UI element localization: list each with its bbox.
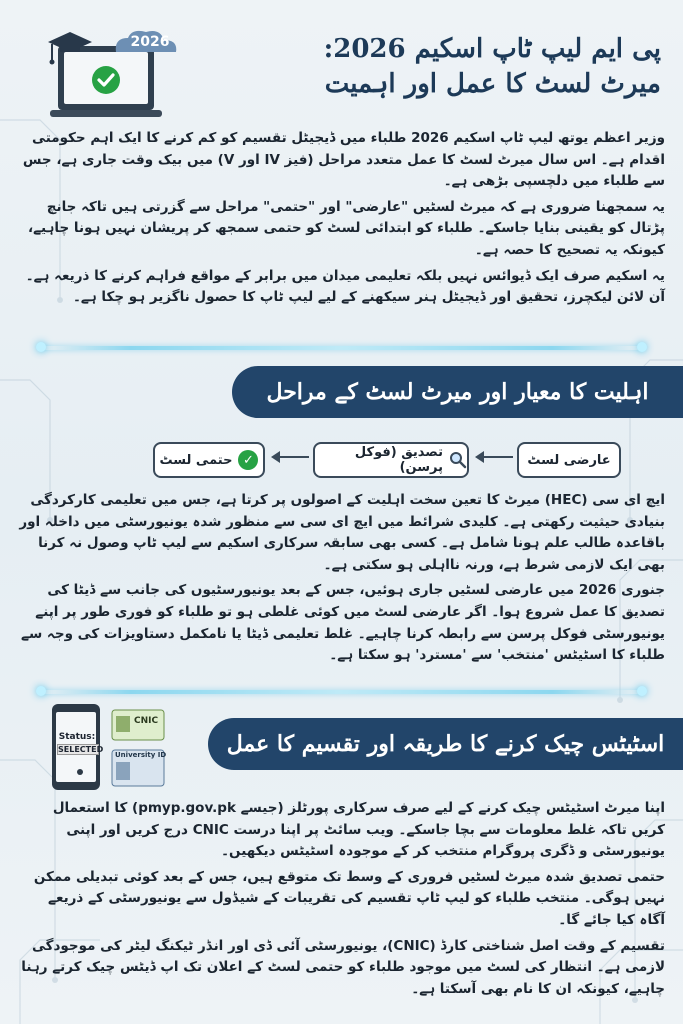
university-id-card-label: University ID [115, 751, 167, 759]
magnifier-icon [449, 451, 467, 469]
flow-step-verification-label: تصدیق (فوکل پرسن) [354, 445, 443, 475]
intro-paragraph-2: یہ سمجھنا ضروری ہے کہ میرٹ لسٹیں "عارضی" اور "حتمی" مراحل سے گزرتی ہیں تاکہ جانچ پڑتال کو یقینی بنایا جاسکے۔ طلباء کو ابتدائی لسٹ کو حتمی سمجھ کر پریشان نہیں ہونا چاہیے، کیونکہ یہ تصحیح کا حصہ ہے۔ [27, 198, 665, 258]
section-2-heading: اسٹیٹس چیک کرنے کا طریقہ اور تقسیم کا عمل [208, 718, 683, 770]
section-2-text [18, 798, 665, 1004]
page-title [191, 32, 661, 102]
intro-paragraph-3: یہ اسکیم صرف ایک ڈیوائس نہیں بلکہ تعلیمی میدان میں برابر کے مواقع فراہم کرنے کا ذریعہ ہے۔ آن لائن لیکچرز، تحقیق اور ڈیجیٹل ہنر سیکھنے کے لیے لیپ ٹاپ کا حصول ناگزیر ہو چکا ہے۔ [25, 267, 665, 306]
cnic-card-label: CNIC [134, 716, 159, 726]
section-2-paragraph-3: تقسیم کے وقت اصل شناختی کارڈ (CNIC)، یونیورسٹی آئی ڈی اور انڈر ٹیکنگ لیٹر کی موجودگی لازمی ہے۔ انتظار کی لسٹ میں موجود طلباء کو حتمی لسٹ کے اعلان تک اپ ڈیٹس چیک کرتے رہنا چاہیے، کیونکہ ان کا نام بھی آسکتا ہے۔ [21, 937, 665, 997]
title-line-2: میرٹ لسٹ کا عمل اور اہمیت [324, 69, 661, 100]
header [16, 20, 667, 120]
intro-paragraph-1: وزیر اعظم یوتھ لیپ ٹاپ اسکیم 2026 طلباء میں ڈیجیٹل تقسیم کو کم کرنے کا ایک اہم حکومتی اقدام ہے۔ اس سال میرٹ لسٹ کا عمل متعدد مراحل (فیز IV اور V) میں بیک وقت جاری ہے، جس سے طلباء میں دلچسپی بڑھی ہے۔ [22, 130, 665, 190]
year-badge: 2026 [130, 34, 170, 50]
divider-1 [40, 346, 643, 350]
flow-arrow-2 [273, 456, 309, 458]
phone-status-label: Status: [58, 732, 96, 742]
section-1-text [18, 490, 665, 671]
merit-flow [100, 442, 621, 478]
flow-arrow-1 [477, 456, 513, 458]
check-icon: ✓ [238, 450, 258, 470]
flow-step-provisional [517, 442, 621, 478]
section-2-paragraph-2: حتمی تصدیق شدہ میرٹ لسٹیں فروری کے وسط تک متوقع ہیں، جس کے بعد کوئی تبدیلی ممکن نہیں ہوگی۔ منتخب طلباء کو لیپ ٹاپ تقسیم کی تقریبات کے شیڈول سے یونیورسٹی کے ذریعے آگاہ کیا جائے گا۔ [33, 868, 665, 928]
section-2-paragraph-1: اپنا میرٹ اسٹیٹس چیک کرنے کے لیے صرف سرکاری پورٹلز (جیسے pmyp.gov.pk) کا استعمال کریں تاکہ غلط معلومات سے بچا جاسکے۔ ویب سائٹ پر اپنا درست CNIC درج کریں اور اپنی یونیورسٹی و ڈگری پروگرام منتخب کر کے موجودہ اسٹیٹس دیکھیں۔ [52, 800, 665, 860]
section-1-paragraph-2: جنوری 2026 میں عارضی لسٹیں جاری ہوئیں، جس کے بعد یونیورسٹیوں کی جانب سے ڈیٹا کی تصدیق کا عمل شروع ہوا۔ اگر عارضی لسٹ میں کوئی غلطی ہو تو طلباء کو فوری طور پر اپنے یونیورسٹی فوکل پرسن سے رابطہ کرنا چاہیے۔ غلط تعلیمی ڈیٹا یا نامکمل دستاویزات کی وجہ سے طلباء کا اسٹیٹس 'منتخب' سے 'مسترد' ہو سکتا ہے۔ [21, 582, 665, 664]
title-line-1: پی ایم لیپ ٹاپ اسکیم 2026: [323, 34, 661, 64]
status-illustration [50, 704, 170, 804]
section-1-heading: اہلیت کا معیار اور میرٹ لسٹ کے مراحل [232, 366, 683, 418]
flow-step-final-label: حتمی لسٹ [159, 452, 233, 468]
flow-step-provisional-label: عارضی لسٹ [527, 452, 611, 468]
divider-2 [40, 690, 643, 694]
intro-text [18, 128, 665, 313]
flow-step-verification [313, 442, 469, 478]
section-1-paragraph-1: ایچ ای سی (HEC) میرٹ کا تعین سخت اہلیت کے اصولوں پر کرتا ہے، جس میں تعلیمی کارکردگی بنیادی حیثیت رکھتی ہے۔ کلیدی شرائط میں ایچ ای سی سے منظور شدہ یونیورسٹی میں داخلہ اور باقاعدہ طالب علم ہونا شامل ہے۔ کسی بھی سابقہ سرکاری اسکیم سے لیپ ٹاپ وصول نہ کرنا بھی ایک لازمی شرط ہے، ورنہ نااہلی ہو سکتی ہے۔ [19, 492, 665, 573]
phone-status-value: SELECTED [58, 745, 104, 754]
flow-step-final [153, 442, 265, 478]
